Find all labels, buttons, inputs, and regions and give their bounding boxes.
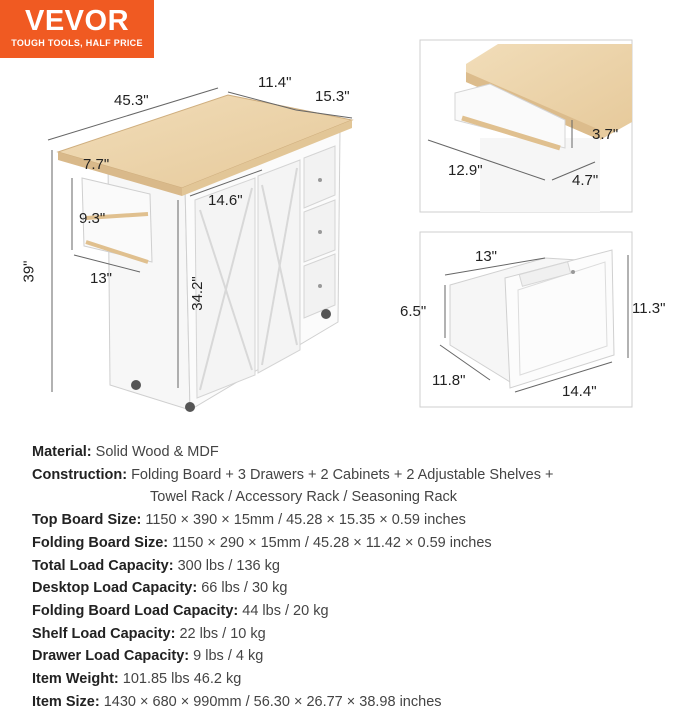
dim-rack-width: 7.7" xyxy=(83,156,110,173)
spec-value: 300 lbs / 136 kg xyxy=(177,557,280,574)
dim-drawer-width: 13" xyxy=(475,248,498,265)
spec-item-size xyxy=(32,691,672,713)
spec-shelf-load xyxy=(32,623,672,646)
spec-label: Shelf Load Capacity: xyxy=(32,625,176,642)
spec-value: 1430 × 680 × 990mm / 56.30 × 26.77 × 38.98 inches xyxy=(103,693,442,710)
spec-value: Folding Board + 3 Drawers + 2 Cabinets + 2 Adjustable Shelves + xyxy=(131,466,554,483)
spec-value: Solid Wood & MDF xyxy=(95,444,219,460)
specifications-list xyxy=(32,441,672,713)
dim-drawer-depth: 11.8" xyxy=(432,372,466,389)
spec-label: Folding Board Size: xyxy=(32,534,169,551)
spec-folding-board-size xyxy=(32,532,672,555)
spec-label: Drawer Load Capacity: xyxy=(32,648,190,665)
dim-towel-rack-depth: 4.7" xyxy=(572,172,599,189)
spec-desktop-load xyxy=(32,577,672,600)
spec-label: Construction: xyxy=(32,466,128,483)
spec-value: 66 lbs / 30 kg xyxy=(201,580,288,597)
spec-value: 9 lbs / 4 kg xyxy=(193,648,264,665)
spec-label: Top Board Size: xyxy=(32,512,142,529)
dim-towel-rack-height: 3.7" xyxy=(592,126,619,143)
spec-label: Material: xyxy=(32,444,92,460)
spec-value: Towel Rack / Accessory Rack / Seasoning Rack xyxy=(150,489,458,506)
spec-label: Item Size: xyxy=(32,693,100,710)
spec-construction-continued xyxy=(32,486,672,509)
spec-label: Item Weight: xyxy=(32,671,119,688)
dim-fold-depth: 11.4" xyxy=(258,74,292,91)
kitchen-cart-drawing xyxy=(48,88,352,412)
dim-towel-rack-length: 12.9" xyxy=(448,162,483,179)
spec-value: 1150 × 390 × 15mm / 45.28 × 15.35 × 0.59 inches xyxy=(145,512,466,529)
spec-material xyxy=(32,441,672,464)
spec-top-board-size xyxy=(32,509,672,532)
logo-brand: VEVOR xyxy=(24,5,130,37)
dim-top-depth: 15.3" xyxy=(315,88,350,105)
logo-tagline: TOUGH TOOLS, HALF PRICE xyxy=(11,38,143,48)
dim-length: 45.3" xyxy=(114,92,149,109)
spec-value: 22 lbs / 10 kg xyxy=(179,625,266,642)
dim-drawer-height: 6.5" xyxy=(400,303,427,320)
dim-rack-depth: 13" xyxy=(90,270,113,287)
spec-label: Desktop Load Capacity: xyxy=(32,580,198,597)
spec-drawer-load xyxy=(32,645,672,668)
dim-drawer-front-height: 11.3" xyxy=(632,300,666,317)
spec-label: Total Load Capacity: xyxy=(32,557,174,574)
dim-drawer-front-width: 14.4" xyxy=(562,383,597,400)
dim-height: 39" xyxy=(20,260,38,283)
spec-folding-board-load xyxy=(32,600,672,623)
dim-rack-height: 9.3" xyxy=(79,210,106,227)
dim-cabinet-width: 14.6" xyxy=(208,192,243,209)
dim-cabinet-height: 34.2" xyxy=(188,276,206,311)
spec-value: 101.85 lbs 46.2 kg xyxy=(122,671,242,688)
spec-label: Folding Board Load Capacity: xyxy=(32,602,239,619)
spec-total-load xyxy=(32,555,672,578)
spec-value: 1150 × 290 × 15mm / 45.28 × 11.42 × 0.59 inches xyxy=(172,534,492,551)
spec-construction xyxy=(32,464,672,487)
spec-value: 44 lbs / 20 kg xyxy=(242,602,329,619)
spec-item-weight xyxy=(32,668,672,691)
